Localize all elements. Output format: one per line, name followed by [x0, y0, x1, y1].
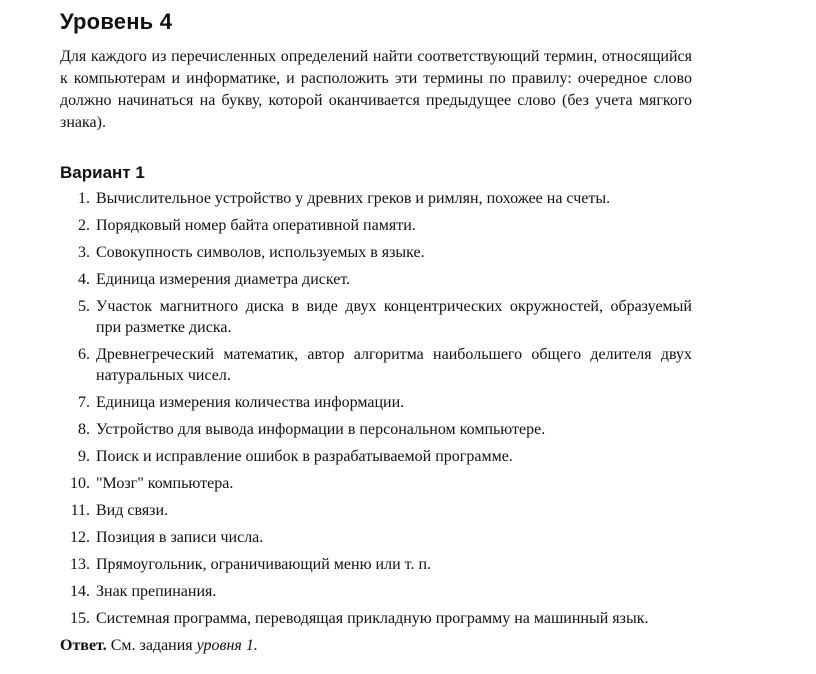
definitions-list [60, 188, 692, 629]
item-number: 10. [70, 475, 90, 492]
item-text: Участок магнитного диска в виде двух концентрических окружностей, образуемый при разметке диска. [96, 298, 692, 336]
item-number: 9. [78, 448, 90, 465]
item-text: Вид связи. [96, 502, 169, 519]
item-text: Знак препинания. [96, 583, 217, 600]
item-number: 6. [78, 346, 90, 363]
document-page [60, 8, 692, 656]
answer-line [60, 635, 692, 656]
list-item [60, 215, 692, 236]
variant-title: Вариант 1 [60, 163, 145, 182]
list-item [60, 188, 692, 209]
item-number: 2. [78, 217, 90, 234]
item-text: "Мозг" компьютера. [96, 475, 234, 492]
item-text: Поиск и исправление ошибок в разрабатываемой программе. [96, 448, 513, 465]
item-number: 8. [78, 421, 90, 438]
item-text: Вычислительное устройство у древних греков и римлян, похожее на счеты. [96, 190, 611, 207]
item-number: 3. [78, 244, 90, 261]
item-text: Системная программа, переводящая прикладную программу на машинный язык. [96, 610, 649, 627]
list-item [60, 473, 692, 494]
list-item [60, 608, 692, 629]
list-item [60, 419, 692, 440]
item-text: Древнегреческий математик, автор алгоритма наибольшего общего делителя двух натуральных чисел. [96, 346, 692, 384]
item-text: Совокупность символов, используемых в языке. [96, 244, 425, 261]
answer-label: Ответ. [60, 637, 107, 654]
list-item [60, 500, 692, 521]
list-item [60, 581, 692, 602]
answer-level-reference: уровня 1. [196, 637, 258, 654]
item-number: 5. [78, 298, 90, 315]
list-item [60, 269, 692, 290]
item-text: Единица измерения количества информации. [96, 394, 405, 411]
item-number: 14. [70, 583, 90, 600]
item-number: 11. [70, 502, 90, 519]
item-number: 4. [78, 271, 90, 288]
list-item [60, 446, 692, 467]
item-text: Устройство для вывода информации в персональном компьютере. [96, 421, 546, 438]
item-text: Прямоугольник, ограничивающий меню или т. п. [96, 556, 432, 573]
item-number: 13. [70, 556, 90, 573]
answer-text: См. задания [110, 637, 193, 654]
level-title: Уровень 4 [60, 9, 173, 34]
item-text: Единица измерения диаметра дискет. [96, 271, 351, 288]
item-number: 7. [78, 394, 90, 411]
item-number: 12. [70, 529, 90, 546]
item-text: Позиция в записи числа. [96, 529, 264, 546]
task-description: Для каждого из перечисленных определений найти соответствующий термин, относящийся к компьютерам и информатике, и расположить эти термины по правилу: очередное слово должно начинаться на букву, которой оканчивается предыдущее слово (без учета мягкого знака). [60, 48, 692, 131]
list-item [60, 554, 692, 575]
list-item [60, 344, 692, 386]
item-text: Порядковый номер байта оперативной памяти. [96, 217, 416, 234]
list-item [60, 527, 692, 548]
list-item [60, 242, 692, 263]
item-number: 1. [78, 190, 90, 207]
list-item [60, 392, 692, 413]
item-number: 15. [70, 610, 90, 627]
list-item [60, 296, 692, 338]
